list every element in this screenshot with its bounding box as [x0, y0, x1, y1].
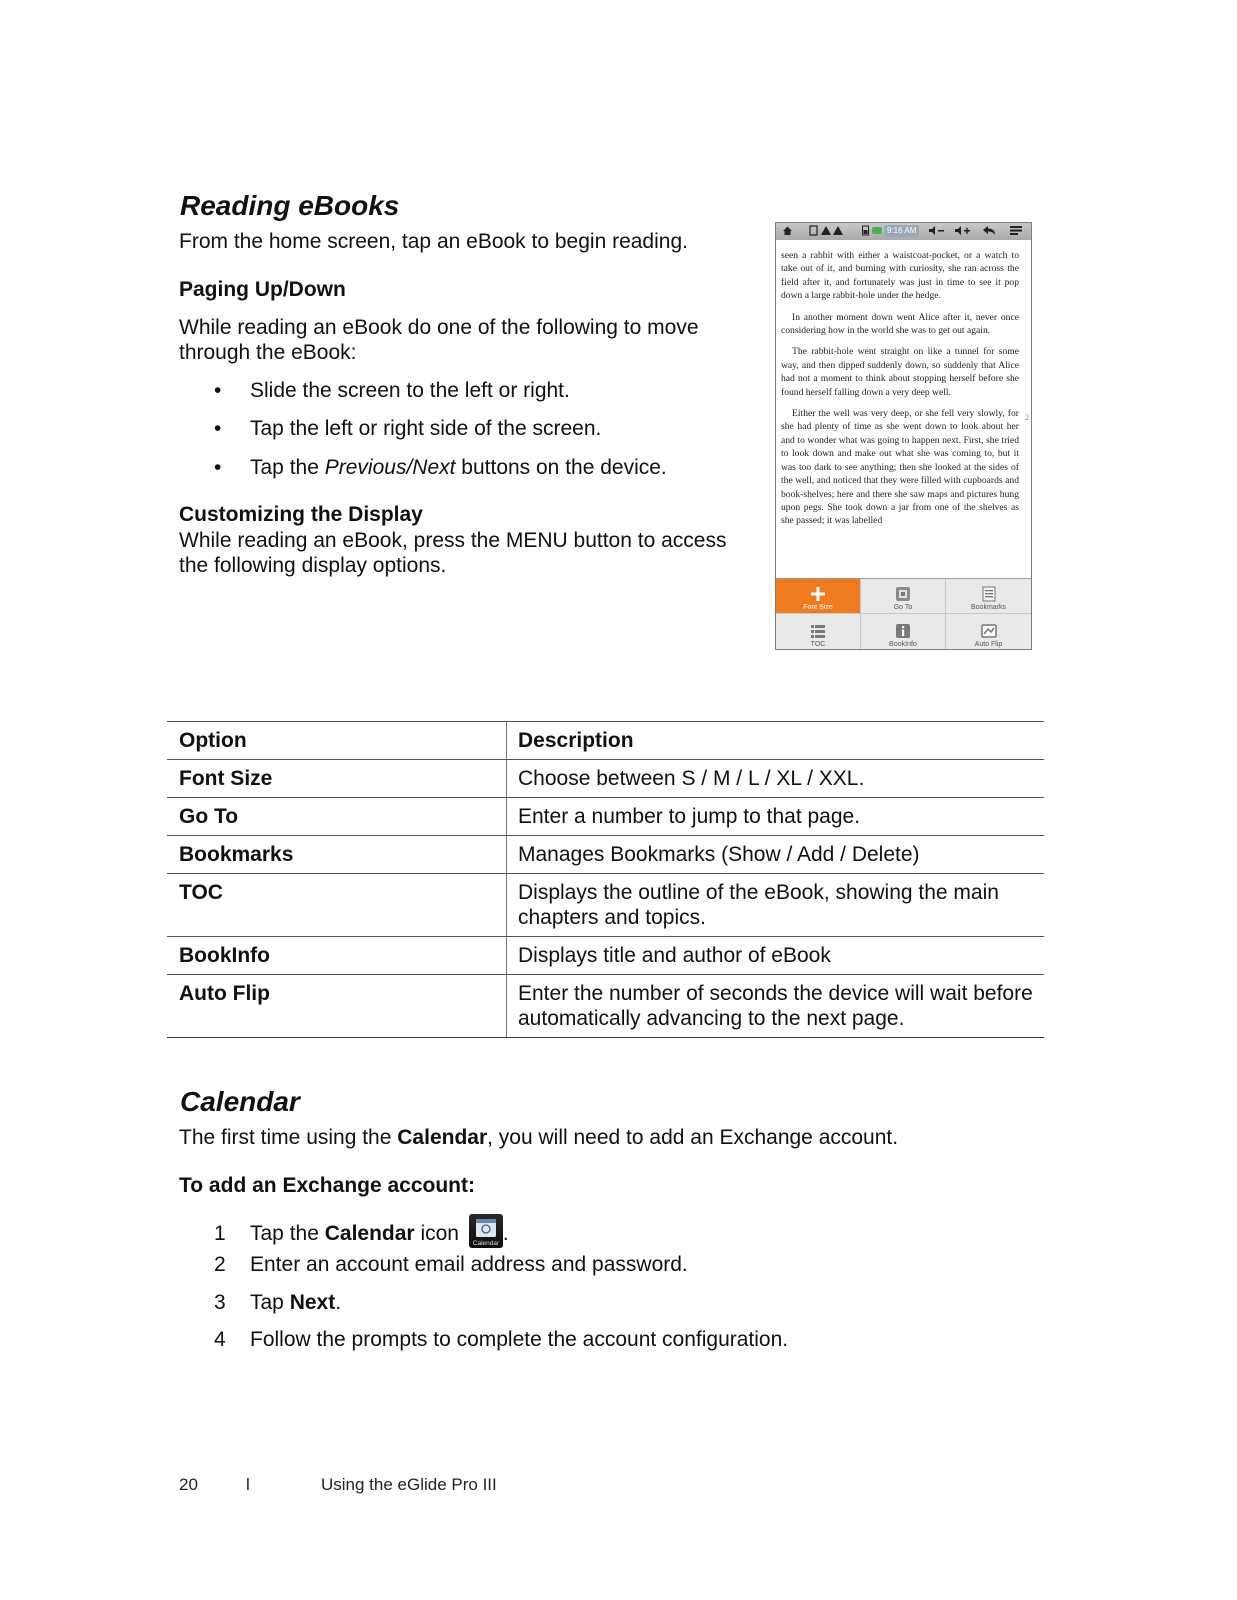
table-cell-description: Manages Bookmarks (Show / Add / Delete): [518, 843, 920, 866]
paging-text: While reading an eBook do one of the following to move through the eBook:: [179, 316, 699, 364]
table-cell-description: Choose between S / M / L / XL / XXL.: [518, 767, 865, 790]
table-cell-description: Displays title and author of eBook: [518, 944, 831, 967]
table-cell-option: Bookmarks: [167, 836, 507, 873]
bullet-item: [214, 378, 570, 403]
menu-item-label: Font Size: [803, 604, 833, 611]
volume-up-icon: [954, 225, 972, 238]
menu-icon: [1010, 225, 1022, 238]
step-number: 3: [214, 1291, 226, 1314]
step-item: [214, 1252, 688, 1277]
footer-section-title: Using the eGlide Pro III: [321, 1475, 497, 1494]
bullet-icon: •: [214, 456, 222, 479]
menu-item-go-to[interactable]: [861, 579, 946, 614]
menu-item-label: Bookmarks: [970, 604, 1006, 611]
step-text-post: icon: [414, 1222, 459, 1245]
calendar-intro-post: , you will need to add an Exchange account.: [487, 1126, 899, 1149]
table-cell-option: Auto Flip: [167, 975, 507, 1037]
menu-item-toc[interactable]: [776, 614, 861, 650]
go-to-icon: [895, 586, 911, 602]
signal-icon: [872, 225, 882, 238]
calendar-intro-pre: The first time using the: [179, 1126, 398, 1149]
reader-options-menu: [776, 578, 1031, 650]
table-cell-option: TOC: [167, 874, 507, 936]
calendar-app-icon: [469, 1214, 503, 1248]
info-icon: [895, 623, 911, 639]
step-number: 4: [214, 1328, 226, 1351]
step-item: [214, 1327, 788, 1352]
step-text-post: .: [335, 1291, 342, 1314]
ebook-paragraph: The rabbit-hole went straight on like a tunnel for some way, and then dipped suddenly down, so suddenly that Alice had not a moment to think about stopping herself before she found herself falling down a very deep well.: [781, 346, 1019, 398]
bullet-text: Slide the screen to the left or right.: [250, 379, 570, 402]
table-header-row: [167, 721, 1044, 760]
calendar-icon-label: Calendar: [472, 1240, 500, 1247]
table-row: [167, 874, 1044, 937]
table-cell-description: Enter a number to jump to that page.: [518, 805, 861, 828]
step-number: 1: [214, 1222, 226, 1245]
ebook-paragraph: Either the well was very deep, or she fell very slowly, for she had plenty of time as she went down to look about her and to wonder what was going to happen next. First, she tried to look down and make out what she was coming to, but it was too dark to see anything; then she looked at the sides of the well, and noticed that they were filled with cupboards and book-shelves; here and there she saw maps and pictures hung upon pegs. She took down a jar from one of the shelves as she passed; it was labelled: [781, 408, 1019, 527]
bullet-text-post: buttons on the device.: [455, 456, 667, 479]
sd-card-icon: [809, 225, 818, 238]
volume-down-icon: [928, 225, 946, 238]
menu-item-label: BookInfo: [889, 641, 917, 648]
customizing-heading: Customizing the Display: [179, 503, 423, 526]
table-row: [167, 836, 1044, 874]
paging-heading: Paging Up/Down: [179, 278, 346, 301]
step-text-pre: Tap the: [250, 1222, 325, 1245]
ebook-paragraph: In another moment down went Alice after it, never once considering how in the world she was to get out again.: [781, 311, 1019, 337]
menu-item-bookinfo[interactable]: [861, 614, 946, 650]
ebook-paragraph: seen a rabbit with either a waistcoat-pocket, or a watch to take out of it, and burning with curiosity, she ran across the field after it, and fortunately was just in time to see it pop down a large rabbit-hole under the hedge.: [781, 250, 1019, 302]
display-options-table: [167, 721, 1044, 1038]
menu-item-label: Auto Flip: [974, 641, 1003, 648]
device-status-bar: [776, 223, 1031, 240]
table-row: [167, 760, 1044, 798]
menu-item-label: Go To: [893, 604, 913, 611]
bullet-item: [214, 416, 601, 441]
ebook-page-text: [781, 249, 1019, 577]
page-number: 20: [179, 1475, 198, 1494]
table-cell-description: Enter the number of seconds the device will wait before automatically advancing to the next page.: [518, 982, 1033, 1030]
step-item: [214, 1290, 341, 1315]
table-cell-option: BookInfo: [167, 937, 507, 974]
page-marker: 2: [1025, 413, 1029, 422]
step-text: Enter an account email address and password.: [250, 1253, 688, 1276]
back-icon: [982, 225, 996, 238]
home-icon: [782, 225, 793, 238]
table-row: [167, 975, 1044, 1038]
bullet-icon: •: [214, 417, 222, 440]
step-text-pre: Tap: [250, 1291, 290, 1314]
table-row: [167, 937, 1044, 975]
menu-item-font-size[interactable]: [776, 579, 861, 614]
step-text-bold: Calendar: [324, 1222, 415, 1245]
step-text: Follow the prompts to complete the account configuration.: [250, 1328, 789, 1351]
footer-separator: l: [246, 1475, 250, 1494]
bullet-text: Tap the left or right side of the screen.: [250, 417, 602, 440]
steps-heading: To add an Exchange account:: [179, 1174, 475, 1197]
warning-icon: [820, 225, 844, 238]
list-icon: [810, 623, 826, 639]
menu-item-auto-flip[interactable]: [946, 614, 1031, 650]
customizing-text: While reading an eBook, press the MENU button to access the following display options.: [179, 529, 727, 577]
section-title-calendar: Calendar: [180, 1086, 300, 1117]
table-header-option: Option: [167, 722, 507, 759]
menu-item-bookmarks[interactable]: [946, 579, 1031, 614]
table-cell-description: Displays the outline of the eBook, showing the main chapters and topics.: [518, 881, 999, 929]
section-title-reading-ebooks: Reading eBooks: [180, 190, 400, 221]
calendar-intro-bold: Calendar: [397, 1126, 488, 1149]
bookmarks-icon: [981, 586, 997, 602]
battery-icon: [862, 225, 869, 238]
bullet-text-pre: Tap the: [250, 456, 325, 479]
device-screenshot: [775, 222, 1032, 650]
bullet-item: [214, 455, 667, 480]
table-header-description: Description: [518, 729, 634, 752]
calendar-intro: [179, 1125, 898, 1150]
table-cell-option: Go To: [167, 798, 507, 835]
step-number: 2: [214, 1253, 226, 1276]
plus-icon: [810, 586, 826, 602]
bullet-icon: •: [214, 379, 222, 402]
menu-item-label: TOC: [810, 641, 826, 648]
reading-intro: From the home screen, tap an eBook to begin reading.: [179, 230, 688, 253]
table-row: [167, 798, 1044, 836]
step-text-bold: Next: [289, 1291, 336, 1314]
status-time: 9:16 AM: [884, 225, 919, 237]
auto-flip-icon: [981, 623, 997, 639]
table-cell-option: Font Size: [167, 760, 507, 797]
bullet-text-emphasis: Previous/Next: [324, 456, 456, 479]
step-item: 1 Tap the Calendar icon Calendar .: [214, 1214, 509, 1248]
